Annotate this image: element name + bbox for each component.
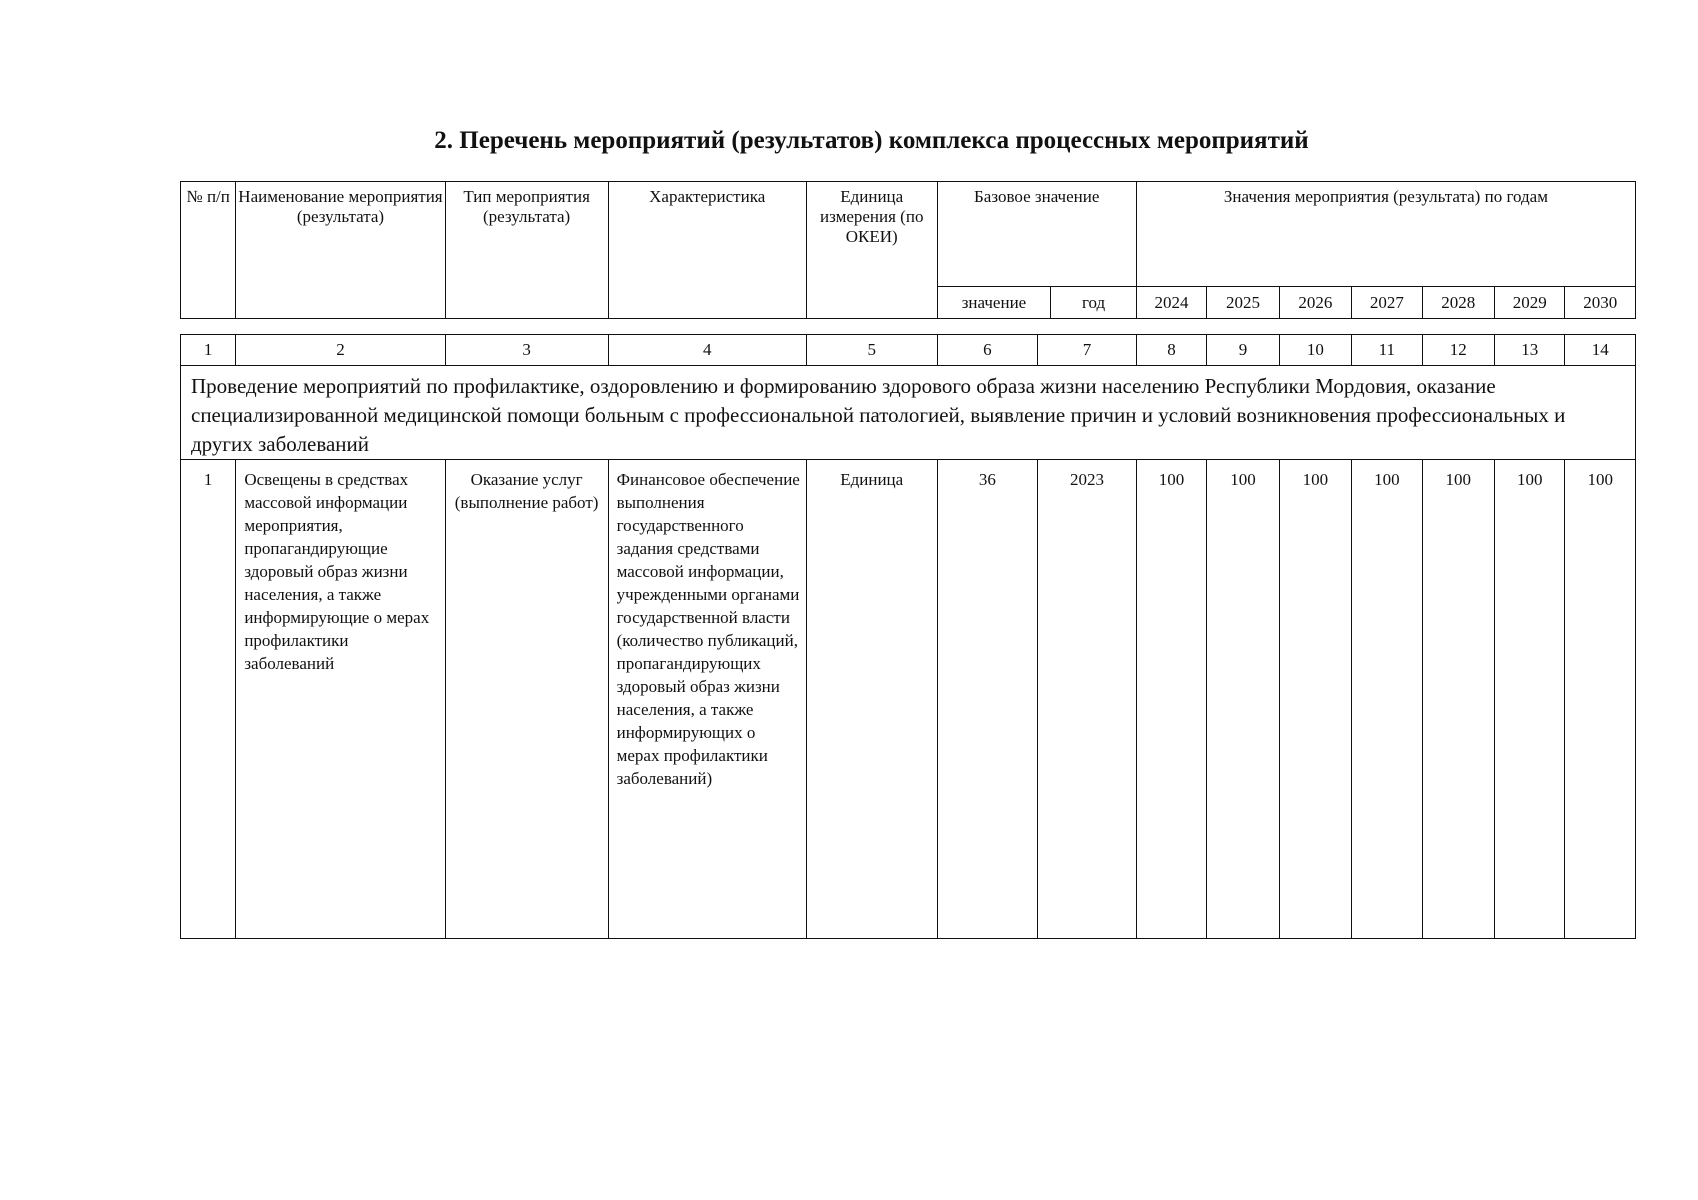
column-number: 2 [236, 335, 445, 366]
column-number: 12 [1422, 335, 1494, 366]
row-value: 100 [1422, 460, 1494, 939]
row-value: 100 [1279, 460, 1351, 939]
row-value: 100 [1136, 460, 1206, 939]
row-type: Оказание услуг (выполнение работ) [445, 460, 608, 939]
header-year: 2025 [1207, 287, 1279, 319]
column-number: 11 [1352, 335, 1422, 366]
row-value: 100 [1565, 460, 1636, 939]
column-number: 6 [937, 335, 1038, 366]
body-table [180, 334, 1636, 939]
header-name: Наименование мероприятия (результата) [236, 182, 445, 319]
header-type: Тип мероприятия (результата) [445, 182, 608, 319]
page-title: 2. Перечень мероприятий (результатов) комплекса процессных мероприятий [434, 127, 1309, 154]
row-base-year: 2023 [1038, 460, 1137, 939]
header-year: 2024 [1136, 287, 1206, 319]
header-year: 2026 [1279, 287, 1351, 319]
row-base-value: 36 [937, 460, 1038, 939]
header-year: 2028 [1422, 287, 1494, 319]
header-year: 2030 [1565, 287, 1636, 319]
row-value: 100 [1495, 460, 1565, 939]
header-base-value: значение [937, 287, 1051, 319]
column-number: 9 [1207, 335, 1279, 366]
row-value: 100 [1207, 460, 1279, 939]
column-number: 4 [608, 335, 806, 366]
column-number: 13 [1495, 335, 1565, 366]
row-characteristic: Финансовое обеспечение выполнения государственного задания средствами массовой информации, учрежденными органами государственной власти (количество публикаций, пропагандирующих здоровый образ жизни населения, а также информирующих о мерах профилактики заболеваний) [608, 460, 806, 939]
row-num: 1 [181, 460, 236, 939]
column-number: 5 [806, 335, 937, 366]
header-characteristic: Характеристика [608, 182, 806, 319]
table-row [181, 460, 1636, 939]
header-base-year: год [1051, 287, 1137, 319]
column-number: 10 [1279, 335, 1351, 366]
column-number: 14 [1565, 335, 1636, 366]
row-unit: Единица [806, 460, 937, 939]
header-table [180, 181, 1636, 319]
header-base: Базовое значение [937, 182, 1136, 287]
header-unit: Единица измерения (по ОКЕИ) [806, 182, 937, 319]
column-number: 8 [1136, 335, 1206, 366]
header-year: 2027 [1352, 287, 1422, 319]
column-number: 7 [1038, 335, 1137, 366]
header-year: 2029 [1495, 287, 1565, 319]
column-number: 1 [181, 335, 236, 366]
row-value: 100 [1352, 460, 1422, 939]
header-num: № п/п [181, 182, 236, 319]
column-number: 3 [445, 335, 608, 366]
header-values: Значения мероприятия (результата) по годам [1136, 182, 1635, 287]
row-name: Освещены в средствах массовой информации мероприятия, пропагандирующие здоровый образ жизни населения, а также информирующие о мерах профилактики заболеваний [236, 460, 445, 939]
section-title: Проведение мероприятий по профилактике, оздоровлению и формированию здорового образа жизни населению Республики Мордовия, оказание специализированной медицинской помощи больным с профессиональной патологией, выявление причин и условий возникновения профессиональных и других заболеваний [181, 366, 1636, 460]
